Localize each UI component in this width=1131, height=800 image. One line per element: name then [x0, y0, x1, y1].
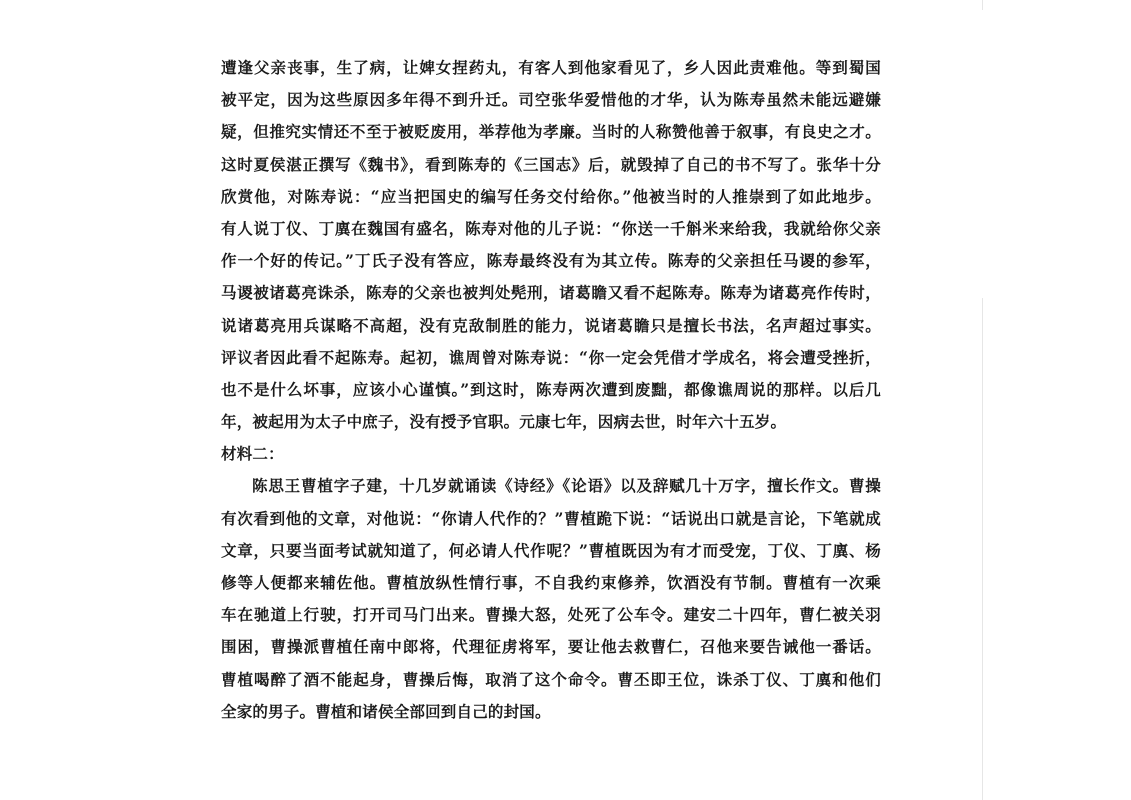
text-line: 围困，曹操派曹植任南中郎将，代理征虏将军，要让他去救曹仁，召他来要告诫他一番话。 — [221, 637, 881, 657]
text-line: 作一个好的传记。”丁氏子没有答应，陈寿最终没有为其立传。陈寿的父亲担任马谡的参军， — [221, 251, 881, 271]
page-edge-gap — [982, 10, 983, 298]
text-line: 全家的男子。曹植和诸侯全部回到自己的封国。 — [221, 701, 551, 721]
text-line: 说诸葛亮用兵谋略不高超，没有克敌制胜的能力，说诸葛瞻只是擅长书法，名声超过事实。 — [221, 315, 881, 335]
text-line: 有人说丁仪、丁廙在魏国有盛名，陈寿对他的儿子说：“你送一千斛米来给我，我就给你父亲 — [221, 218, 881, 238]
text-line: 修等人便都来辅佐他。曹植放纵性情行事，不自我约束修养，饮酒没有节制。曹植有一次乘 — [221, 573, 881, 592]
document-body — [221, 52, 881, 728]
text-line: 文章，只要当面考试就知道了，何必请人代作呢？”曹植既因为有才而受宠，丁仪、丁廙、杨 — [221, 540, 881, 560]
text-line: 这时夏侯湛正撰写《魏书》，看到陈寿的《三国志》后，就毁掉了自己的书不写了。张华十分 — [221, 154, 881, 174]
text-line: 评议者因此看不起陈寿。起初，谯周曾对陈寿说：“你一定会凭借才学成名，将会遭受挫折， — [221, 347, 881, 367]
text-line: 遭逢父亲丧事，生了病，让婢女捏药丸，有客人到他家看见了，乡人因此责难他。等到蜀国 — [221, 58, 881, 77]
text-line: 年，被起用为太子中庶子，没有授予官职。元康七年，因病去世，时年六十五岁。 — [221, 412, 787, 432]
text-line: 被平定，因为这些原因多年得不到升迁。司空张华爱惜他的才华，认为陈寿虽然未能远避嫌 — [221, 90, 881, 110]
text-line: 陈思王曹植字子建，十几岁就诵读《诗经》《论语》以及辞赋几十万字，擅长作文。曹操 — [252, 476, 881, 496]
text-line: 马谡被诸葛亮诛杀，陈寿的父亲也被判处髡刑，诸葛瞻又看不起陈寿。陈寿为诸葛亮作传时， — [221, 283, 881, 303]
section-heading: 材料二： — [221, 444, 284, 464]
text-line: 欣赏他，对陈寿说：“应当把国史的编写任务交付给你。”他被当时的人推崇到了如此地步。 — [221, 186, 881, 206]
text-line: 也不是什么坏事，应该小心谨慎。”到这时，陈寿两次遭到废黜，都像谯周说的那样。以后几 — [221, 379, 881, 399]
text-line: 疑，但推究实情还不至于被贬废用，举荐他为孝廉。当时的人称赞他善于叙事，有良史之才。 — [221, 122, 881, 142]
material-two-text — [221, 470, 881, 728]
text-line: 曹植喝醉了酒不能起身，曹操后悔，取消了这个命令。曹丕即王位，诛杀丁仪、丁廙和他们 — [221, 669, 881, 689]
text-line: 车在驰道上行驶，打开司马门出来。曹操大怒，处死了公车令。建安二十四年，曹仁被关羽 — [221, 605, 881, 625]
text-line: 有次看到他的文章，对他说：“你请人代作的？”曹植跪下说：“话说出口就是言论，下笔就成 — [221, 508, 881, 528]
material-one-text — [221, 52, 881, 438]
